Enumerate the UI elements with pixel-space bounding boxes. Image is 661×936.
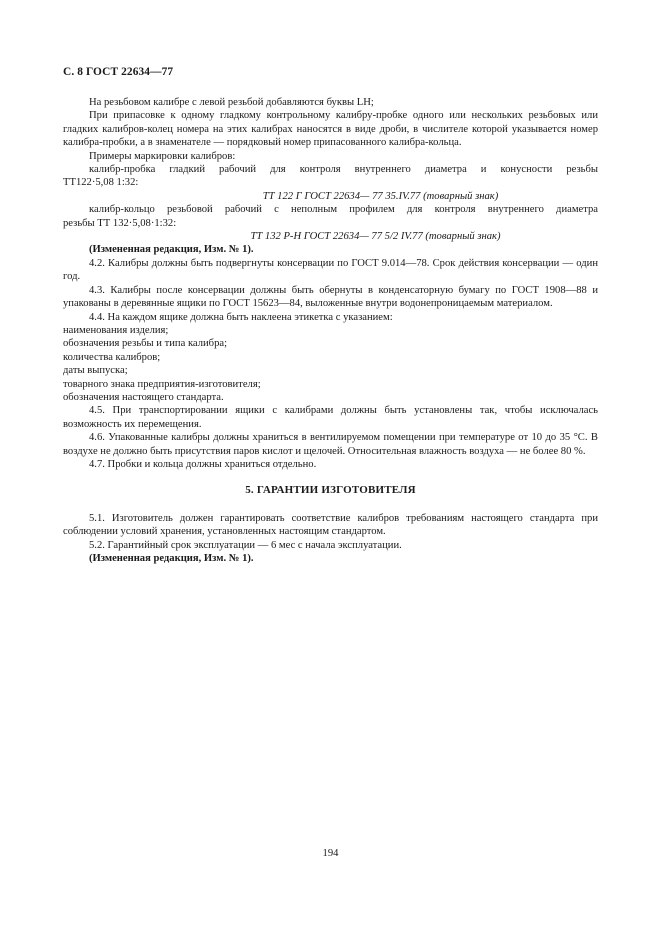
paragraph-examples-intro: Примеры маркировки калибров: bbox=[89, 150, 236, 162]
label-item: обозначения резьбы и типа калибра; bbox=[63, 338, 228, 350]
label-item: обозначения настоящего стандарта. bbox=[63, 391, 224, 403]
paragraph-4-6: 4.6. Упакованные калибры должны храниться в вентилируемом помещении при температуре от 10 до 35 °С. В воздухе не должно быть присутствия паров кислот и щелочей. Относительная влажность воздуха — не более 80 %. bbox=[63, 432, 598, 457]
label-item: наименования изделия; bbox=[63, 324, 169, 336]
paragraph-fitting: При припасовке к одному гладкому контрольному калибру-пробке одного или нескольких резьбовых или гладких калибров-колец номера на этих калибрах наносятся в виде дроби, в числителе которой указывается номер калибра-пробки, а в знаменателе — порядковый номер припасованного калибра-кольца. bbox=[63, 110, 598, 149]
edition-note-1: (Измененная редакция, Изм. № 1). bbox=[89, 244, 254, 256]
example2-formula: ТТ 132 Р-Н ГОСТ 22634— 77 5/2 IV.77 (товарный знак) bbox=[250, 231, 501, 243]
paragraph-4-4: 4.4. На каждом ящике должна быть наклеена этикетка с указанием: bbox=[89, 311, 393, 323]
paragraph-4-5: 4.5. При транспортировании ящики с калибрами должны быть установлены так, чтобы исключалась возможность их перемещения. bbox=[63, 405, 598, 430]
example2-designation: резьбы ТТ 132·5,08·1:32: bbox=[63, 217, 177, 229]
paragraph-5-2: 5.2. Гарантийный срок эксплуатации — 6 мес с начала эксплуатации. bbox=[89, 539, 402, 551]
page-header: С. 8 ГОСТ 22634—77 bbox=[63, 66, 174, 78]
label-item: количества калибров; bbox=[63, 351, 161, 363]
example1-formula: ТТ 122 Г ГОСТ 22634— 77 35.IV.77 (товарный знак) bbox=[262, 190, 499, 202]
section-5-title: 5. ГАРАНТИИ ИЗГОТОВИТЕЛЯ bbox=[245, 484, 416, 497]
paragraph-5-1: 5.1. Изготовитель должен гарантировать соответствие калибров требованиям настоящего стандарта при соблюдении условий хранения, установленных настоящим стандартом. bbox=[63, 512, 598, 538]
example2-description: калибр-кольцо резьбовой рабочий с неполным профилем для контроля внутреннего диаметра bbox=[89, 204, 598, 216]
edition-note-2: (Измененная редакция, Изм. № 1). bbox=[89, 553, 254, 564]
paragraph-lh: На резьбовом калибре с левой резьбой добавляются буквы LH; bbox=[89, 97, 374, 108]
document-body bbox=[63, 96, 598, 565]
label-item: даты выпуска; bbox=[63, 365, 128, 377]
paragraph-4-7: 4.7. Пробки и кольца должны храниться отдельно. bbox=[89, 458, 317, 470]
example1-description: калибр-пробка гладкий рабочий для контроля внутреннего диаметра и конусности резьбы bbox=[89, 164, 598, 176]
paragraph-4-3: 4.3. Калибры после консервации должны быть обернуты в конденсаторную бумагу по ГОСТ 1908—88 и упакованы в деревянные ящики по ГОСТ 15623—84, выложенные внутри водонепроницаемым материалом. bbox=[63, 284, 598, 310]
label-item: товарного знака предприятия-изготовителя; bbox=[63, 378, 261, 390]
page-number: 194 bbox=[322, 848, 339, 859]
paragraph-4-2: 4.2. Калибры должны быть подвергнуты консервации по ГОСТ 9.014—78. Срок действия консервации — один год. bbox=[63, 257, 598, 283]
example1-designation: ТТ122·5,08 1:32: bbox=[63, 177, 139, 189]
